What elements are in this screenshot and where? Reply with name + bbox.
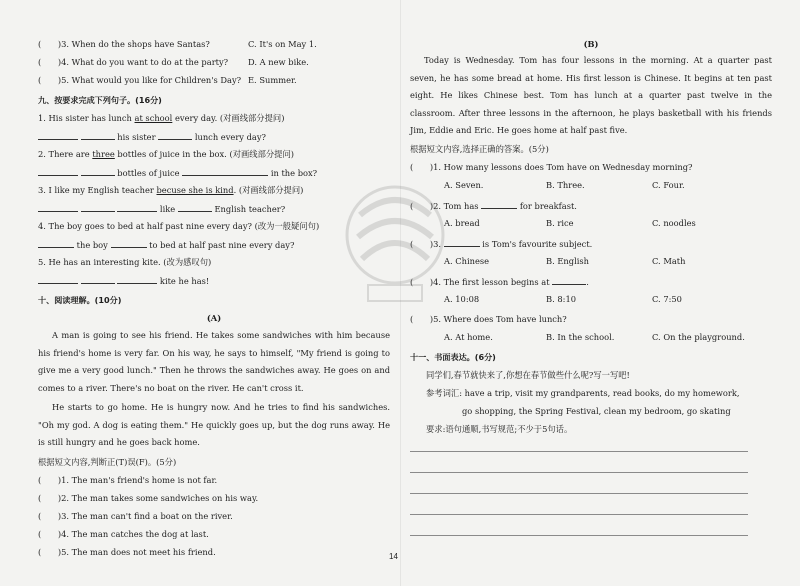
question-9-2: 2. There are three bottles of juice in the box. (对画线部分提问) [38, 149, 295, 159]
section-9-title: 九、按要求完成下列句子。(16分) [38, 95, 162, 105]
answer-line-9-3: like English teacher? [38, 202, 390, 214]
question-9-3: 3. I like my English teacher becuse she is kind. (对画线部分提问) [38, 185, 304, 195]
tf-item: ( )2. The man takes some sandwiches on his way. [38, 492, 259, 503]
tf-item: ( )3. The man can't find a boat on the river. [38, 510, 233, 521]
writing-line[interactable] [410, 514, 748, 515]
tf-item: ( )5. The man does not meet his friend. [38, 546, 216, 557]
reference-words: 参考词汇: have a trip, visit my grandparents, read books, do my homework, [426, 387, 740, 398]
section-11-title: 十一、书面表达。(6分) [410, 351, 496, 362]
match-item: ( )5. What would you like for Children's Day? E. Summer. [38, 75, 297, 85]
mc-options: A. At home. B. In the school. C. On the playground. [444, 331, 745, 342]
answer-line-9-5: kite he has! [38, 274, 390, 286]
mc-question: ( )4. The first lesson begins at . [410, 276, 589, 287]
reference-words-line-2: go shopping, the Spring Festival, clean my bedroom, go skating [462, 405, 731, 416]
left-column [38, 38, 390, 558]
answer-line-9-2: bottles of juice in the box? [38, 166, 390, 178]
passage-a-paragraph: A man is going to see his friend. He takes some sandwiches with him because his friend's home is very far. On his way, he says to himself, "My friend is going to give me a very good lunch." Then he throws the sandwiches away. He goes on and comes to a river. There's no boat on the river. He can't cross it. [38, 330, 390, 393]
mc-question: ( )3. is Tom's favourite subject. [410, 238, 593, 249]
question-9-1: 1. His sister has lunch at school every day. (对画线部分提问) [38, 113, 285, 123]
writing-line[interactable] [410, 493, 748, 494]
passage-b-paragraph: Today is Wednesday. Tom has four lessons in the morning. At a quarter past seven, he has some bread at home. His first lesson is Chinese. It begins at ten past eight. He likes Chinese best. Tom has lunch at a quarter past twelve in the classroom. After three lessons in the afternoon, he plays basketball with his friends Jim, Eddie and Eric. He goes home at half past five. [410, 55, 772, 135]
match-item: ( )4. What do you want to do at the party? D. A new bike. [38, 57, 309, 67]
tf-item: ( )1. The man's friend's home is not far. [38, 474, 218, 485]
tf-item: ( )4. The man catches the dog at last. [38, 528, 209, 539]
question-9-4: 4. The boy goes to bed at half past nine every day? (改为一般疑问句) [38, 221, 320, 231]
writing-prompt: 同学们,春节就快来了,你想在春节做些什么呢?写一写吧! [426, 369, 630, 380]
page-number: 14 [389, 552, 398, 561]
passage-a-label: (A) [206, 313, 222, 323]
writing-line[interactable] [410, 535, 748, 536]
passage-b-instruction: 根据短文内容,选择正确的答案。(5分) [410, 143, 549, 154]
writing-line[interactable] [410, 451, 748, 452]
writing-line[interactable] [410, 472, 748, 473]
mc-options: A. Chinese B. English C. Math [444, 255, 686, 266]
answer-line-9-1: his sister lunch every day? [38, 130, 390, 142]
section-10-title: 十、阅读理解。(10分) [38, 295, 122, 305]
watermark-seal [340, 175, 450, 325]
mc-question: ( )1. How many lessons does Tom have on Wednesday morning? [410, 161, 693, 172]
right-column [410, 38, 772, 536]
answer-line-9-4: the boy to bed at half past nine every day? [38, 238, 390, 250]
mc-question: ( )5. Where does Tom have lunch? [410, 313, 567, 324]
passage-a-paragraph: He starts to go home. He is hungry now. And he tries to find his sandwiches. "Oh my god. A dog is eating them." He quickly goes up, but the dog runs away. He is still hungry and he goes back home. [38, 402, 390, 447]
question-9-5: 5. He has an interesting kite. (改为感叹句) [38, 257, 212, 267]
match-item: ( )3. When do the shops have Santas? C. It's on May 1. [38, 39, 317, 49]
passage-a-instruction: 根据短文内容,判断正(T)误(F)。(5分) [38, 456, 177, 467]
writing-requirement: 要求:语句通顺,书写规范;不少于5句话。 [426, 423, 573, 434]
passage-b-label: (B) [583, 39, 599, 49]
mc-options: A. Seven. B. Three. C. Four. [444, 179, 685, 190]
mc-options: A. 10:08 B. 8:10 C. 7:50 [444, 293, 682, 304]
mc-options: A. bread B. rice C. noodles [444, 217, 696, 228]
mc-question: ( )2. Tom has for breakfast. [410, 200, 577, 211]
